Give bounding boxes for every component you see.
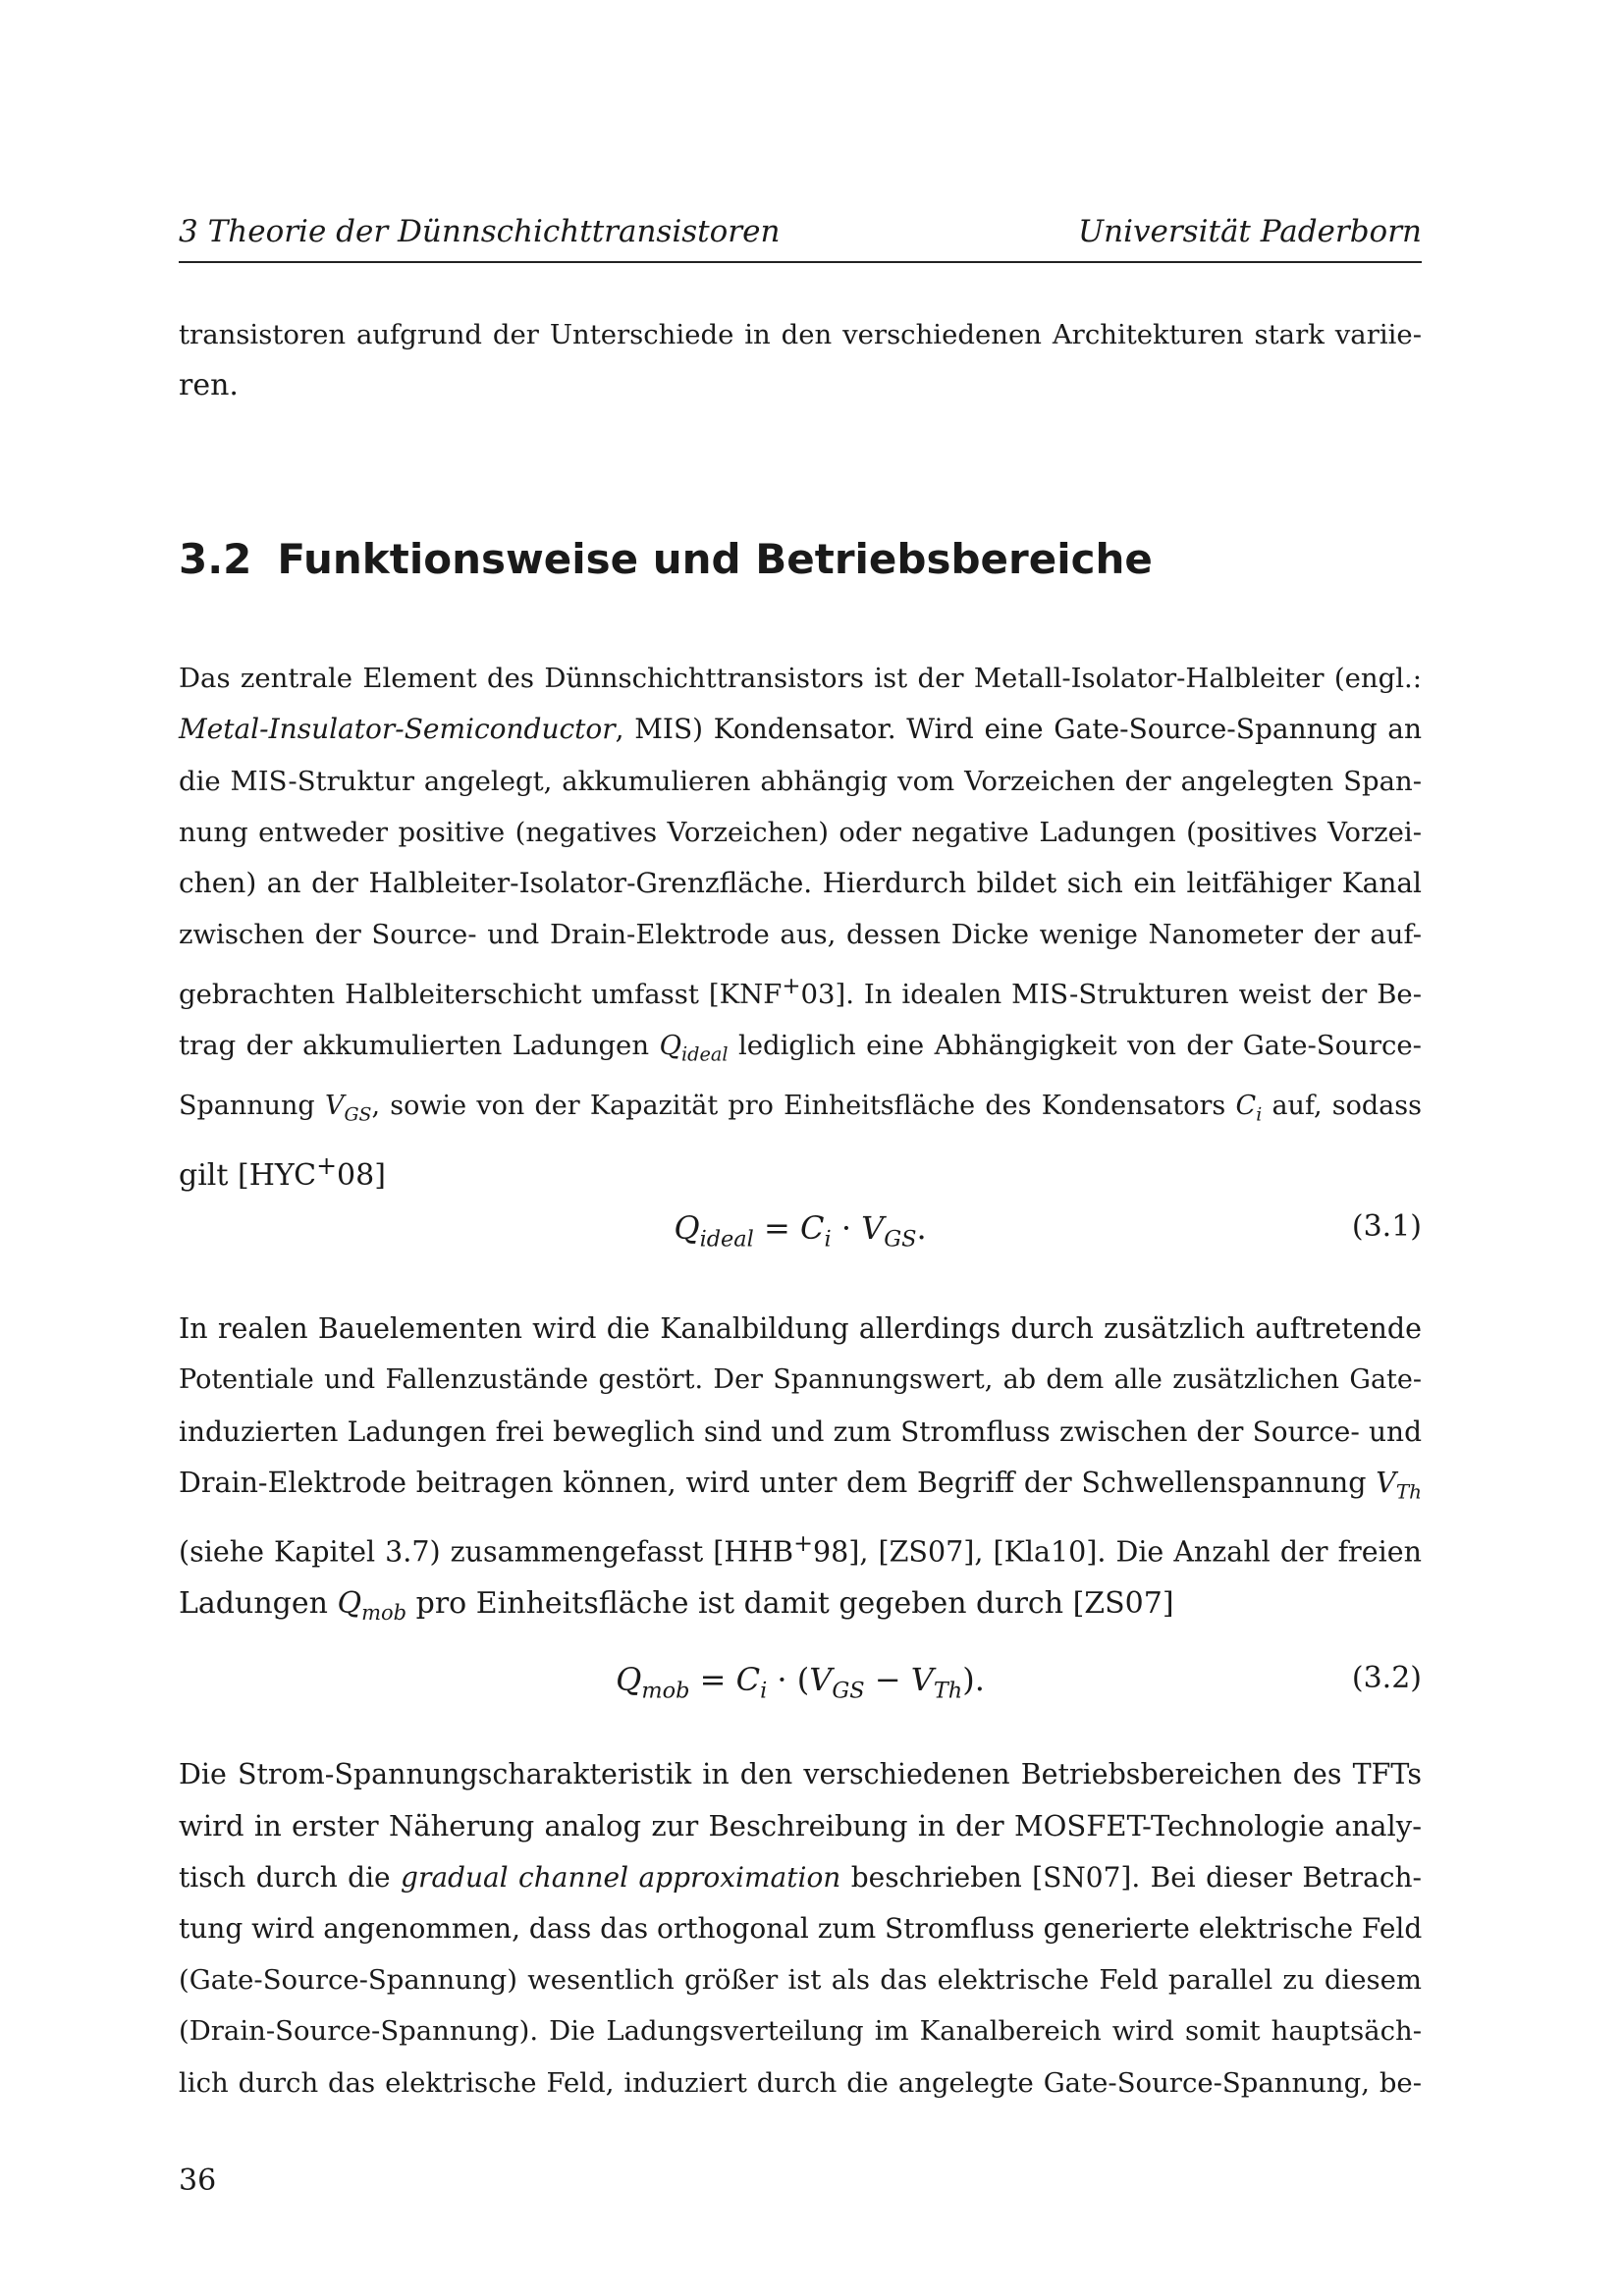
paragraph-2 — [179, 1304, 1422, 1638]
section-heading — [179, 535, 1153, 583]
text-line: lich durch das elektrische Feld, induziert durch die angelegte Gate-Source-Spannung, be- — [179, 2066, 1422, 2099]
text-line: (Drain-Source-Spannung). Die Ladungsverteilung im Kanalbereich wird somit hauptsäch- — [179, 2015, 1422, 2048]
paragraph-3 — [179, 1749, 1422, 2109]
text-line: transistoren aufgrund der Unterschiede in den verschiedenen Architekturen stark variie- — [179, 319, 1422, 350]
header-chapter-title: 3 Theorie der Dünnschichttransistoren — [179, 214, 781, 249]
header-institution: Universität Paderborn — [1077, 214, 1422, 249]
text-line: trag der akkumulierten Ladungen $Q_{ideal}$ lediglich eine Abhängigkeit von der Gate-Source- — [179, 1030, 1422, 1066]
text-line: wird in erster Näherung analog zur Beschreibung in der MOSFET-Technologie analy- — [179, 1809, 1422, 1843]
text-line: die MIS-Struktur angelegt, akkumulieren abhängig vom Vorzeichen der angelegten Span- — [179, 765, 1422, 797]
text-line: gebrachten Halbleiterschicht umfasst [KNF+03]. In idealen MIS-Strukturen weist der Be- — [179, 973, 1423, 1010]
text-line: ren. — [179, 368, 239, 403]
text-line: Potentiale und Fallenzustände gestört. Der Spannungswert, ab dem alle zusätzlichen Gate- — [179, 1364, 1422, 1396]
equation-number: (3.1) — [1351, 1209, 1422, 1244]
text-line: Das zentrale Element des Dünnschichttransistors ist der Metall-Isolator-Halbleiter (engl.: — [179, 663, 1422, 694]
text-line: Metal-Insulator-Semiconductor, MIS) Kondensator. Wird eine Gate-Source-Spannung an — [179, 713, 1422, 746]
text-line: tisch durch die gradual channel approximation beschrieben [SN07]. Bei dieser Betrach- — [179, 1860, 1423, 1894]
text-line: induzierten Ladungen frei beweglich sind und zum Stromfluss zwischen der Source- und — [179, 1415, 1422, 1448]
math-symbol: Q — [337, 1585, 362, 1621]
text-line: Spannung $V_{GS}$, sowie von der Kapazität pro Einheitsfläche des Kondensators $C_i$ auf, sodass — [179, 1091, 1422, 1126]
math-subscript: GS — [344, 1103, 372, 1126]
term-italic: Metal-Insulator-Semiconductor — [179, 713, 616, 746]
equation-expression: $Q_{ideal} = C_i \cdot V_{GS}$. — [674, 1209, 927, 1253]
text-line: (siehe Kapitel 3.7) zusammengefasst [HHB+98], [ZS07], [Kla10]. Die Anzahl der freien — [179, 1528, 1422, 1569]
text-line: tung wird angenommen, dass das orthogonal zum Stromfluss generierte elektrische Feld — [179, 1911, 1423, 1945]
section-number: 3.2 — [179, 535, 252, 583]
paragraph-intro — [179, 309, 1422, 412]
section-title: Funktionsweise und Betriebsbereiche — [277, 535, 1153, 583]
text-line: (Gate-Source-Spannung) wesentlich größer ist als das elektrische Feld parallel zu diesem — [179, 1964, 1422, 1997]
equation-3-1 — [179, 1209, 1422, 1260]
document-page — [179, 0, 1422, 2296]
equation-3-2 — [179, 1661, 1422, 1712]
math-symbol: Q — [659, 1030, 681, 1062]
paragraph-1 — [179, 653, 1422, 1201]
text-line: Drain-Elektrode beitragen können, wird unter dem Begriff der Schwellenspannung $V_{Th}$ — [179, 1466, 1422, 1504]
math-subscript: Th — [1395, 1479, 1422, 1504]
math-symbol: C — [1235, 1091, 1257, 1122]
text-line: nung entweder positive (negatives Vorzeichen) oder negative Ladungen (positives Vorzei- — [179, 816, 1422, 848]
equation-number: (3.2) — [1351, 1661, 1422, 1695]
term-italic: gradual channel approximation — [401, 1860, 841, 1894]
text-line: chen) an der Halbleiter-Isolator-Grenzfläche. Hierdurch bildet sich ein leitfähiger Kanal — [179, 867, 1422, 900]
citation-superscript: + — [316, 1150, 338, 1180]
math-subscript: ideal — [681, 1042, 729, 1066]
citation-superscript: + — [793, 1528, 813, 1557]
text-line: Die Strom-Spannungscharakteristik in den verschiedenen Betriebsbereichen des TFTs — [179, 1758, 1422, 1790]
page-number: 36 — [179, 2163, 217, 2198]
citation-superscript: + — [782, 973, 801, 999]
math-symbol: V — [1376, 1466, 1396, 1499]
running-header — [179, 214, 1422, 263]
text-line: zwischen der Source- und Drain-Elektrode aus, dessen Dicke wenige Nanometer der auf- — [179, 919, 1422, 951]
math-subscript: i — [1256, 1103, 1263, 1126]
math-symbol: V — [324, 1091, 345, 1122]
text-line: In realen Bauelementen wird die Kanalbildung allerdings durch zusätzlich auftretende — [179, 1312, 1422, 1345]
text-line: gilt [HYC+08] — [179, 1150, 386, 1193]
equation-expression: $Q_{mob} = C_i \cdot (V_{GS} - V_{Th})$. — [616, 1661, 985, 1704]
math-subscript: mob — [361, 1600, 407, 1625]
text-line: Ladungen $Q_{mob}$ pro Einheitsfläche ist damit gegeben durch [ZS07] — [179, 1585, 1174, 1625]
